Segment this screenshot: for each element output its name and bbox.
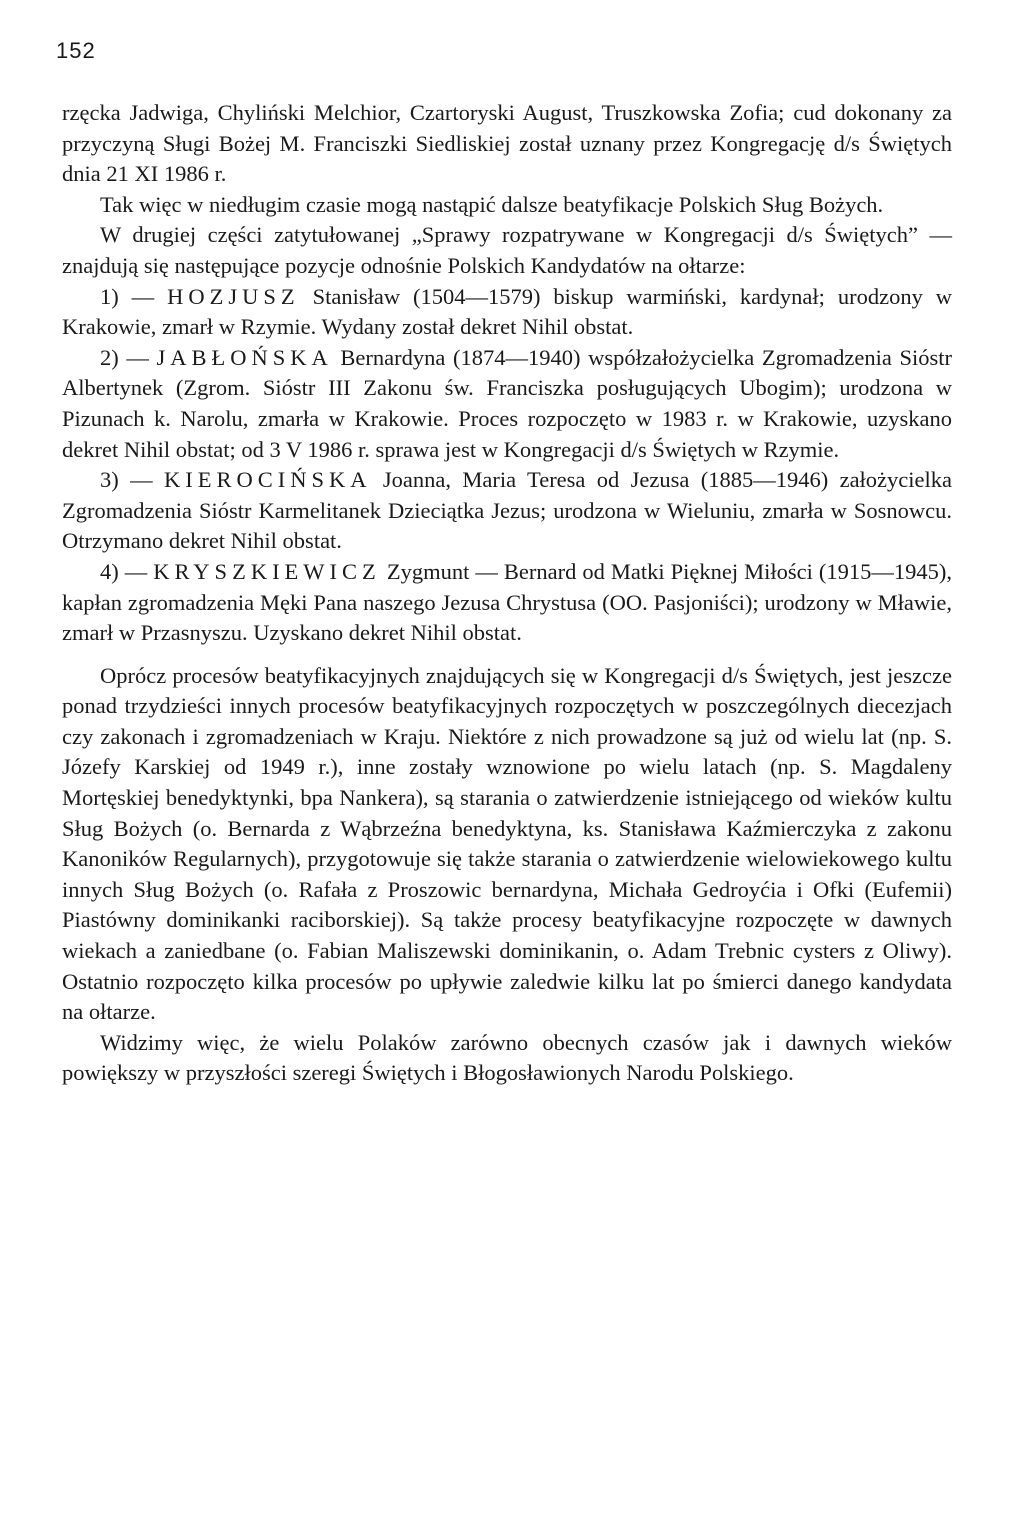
list-item-number: 3) —: [100, 467, 153, 493]
section-gap: [62, 649, 952, 661]
paragraph-continuation: rzęcka Jadwiga, Chyliński Melchior, Czartoryski August, Truszkowska Zofia; cud dokonany za przyczyną Sługi Bożej M. Franciszki Siedliskiej został uznany przez Kongregację d/s Świętych dnia 21 XI 1986 r.: [62, 100, 952, 187]
list-item-number: 4) —: [100, 558, 148, 584]
page-number: 152: [56, 38, 96, 63]
list-item-text: Stanisław (1504—1579) biskup warmiński, kardynał; urodzony w Krakowie, zmarł w Rzymie. Wydany został dekret Nihil obstat.: [62, 283, 952, 340]
paragraph-beatification-note: Tak więc w niedługim czasie mogą nastąpić dalsze beatyfikacje Polskich Sług Bożych.: [100, 191, 884, 217]
list-item: [62, 557, 952, 649]
list-item-number: 2) —: [100, 344, 149, 370]
list-item-number: 1) —: [100, 283, 155, 309]
list-item-surname: KRYSZKIEWICZ: [153, 558, 381, 584]
list-item: [62, 465, 952, 557]
list-item: [62, 343, 952, 465]
list-item-text: Joanna, Maria Teresa od Jezusa (1885—1946) założycielka Zgromadzenia Sióstr Karmelitanek Dzieciątka Jezus; urodzona w Wieluniu, zmarła w Sosnowcu. Otrzymano dekret Nihil obstat.: [62, 467, 953, 554]
list-item-surname: KIEROCIŃSKA: [163, 467, 372, 493]
list-item: [62, 282, 952, 343]
list-item-text: Zygmunt — Bernard od Matki Pięknej Miłości (1915—1945), kapłan zgromadzenia Męki Pana naszego Jezusa Chrystusa (OO. Pasjoniści); urodzony w Mławie, zmarł w Przasnyszu. Uzyskano dekret Nihil obstat.: [62, 558, 953, 646]
paragraph-conclusion: Widzimy więc, że wielu Polaków zarówno obecnych czasów jak i dawnych wieków powiększy w przyszłości szeregi Świętych i Błogosławionych Narodu Polskiego.: [62, 1029, 952, 1086]
body-text: [62, 98, 952, 1089]
list-item-text: Bernardyna (1874—1940) współzałożycielka Zgromadzenia Sióstr Albertynek (Zgrom. Sióstr III Zakonu św. Franciszka posługujących Ubogim); urodzona w Pizunach k. Narolu, zmarła w Krakowie. Proces rozpoczęto w 1983 r. w Krakowie, uzyskano dekret Nihil obstat; od 3 V 1986 r. sprawa jest w Kongregacji d/s Świętych w Rzymie.: [62, 344, 953, 462]
paragraph-second-part-intro: W drugiej części zatytułowanej „Sprawy rozpatrywane w Kongregacji d/s Świętych” — znajdują się następujące pozycje odnośnie Polskich Kandydatów na ołtarze:: [62, 222, 952, 278]
paragraph-other-processes: Oprócz procesów beatyfikacyjnych znajdujących się w Kongregacji d/s Świętych, jest jeszcze ponad trzydzieści innych procesów beatyfikacyjnych rozpoczętych w poszczególnych diecezjach czy zakonach i zgromadzeniach w Kraju. Niektóre z nich prowadzone są już od wielu lat (np. S. Józefy Karskiej od 1949 r.), inne zostały wznowione po wielu latach (np. S. Magdaleny Mortęskiej benedyktynki, bpa Nankera), są starania o zatwierdzenie istniejącego od wieków kultu Sług Bożych (o. Bernarda z Wąbrzeźna benedyktyna, ks. Stanisława Kaźmierczyka z zakonu Kanoników Regularnych), przygotowuje się także starania o zatwierdzenie wielowiekowego kultu innych Sług Bożych (o. Rafała z Proszowic bernardyna, Michała Gedroyćia i Ofki (Eufemii) Piastówny dominikanki raciborskiej). Są także procesy beatyfikacyjne rozpoczęte w dawnych wiekach a zaniedbane (o. Fabian Maliszewski dominikanin, o. Adam Trebnic cysters z Oliwy). Ostatnio rozpoczęto kilka procesów po upływie zaledwie kilku lat po śmierci danego kandydata na ołtarze.: [62, 662, 952, 1025]
list-item-surname: HOZJUSZ: [167, 283, 300, 309]
list-item-surname: JABŁOŃSKA: [156, 344, 333, 370]
